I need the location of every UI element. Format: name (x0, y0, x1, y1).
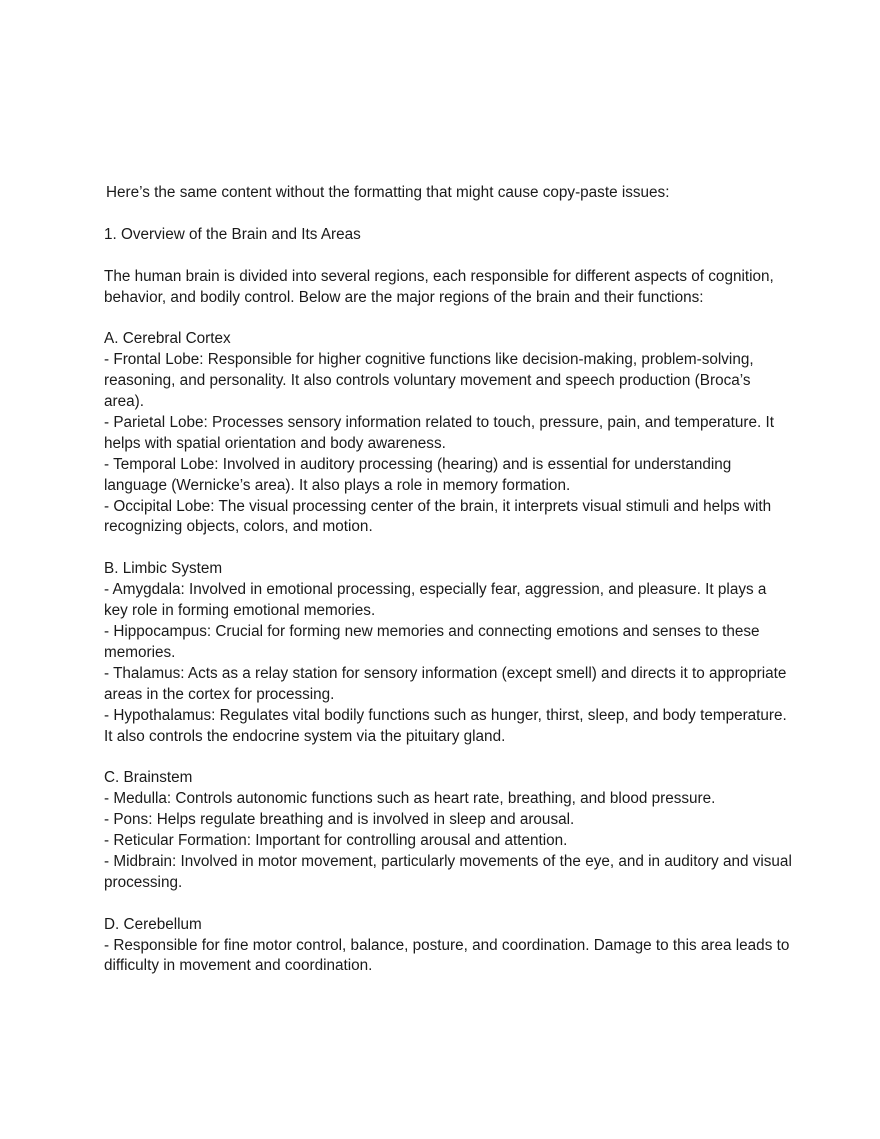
list-item: - Midbrain: Involved in motor movement, particularly movements of the eye, and in auditory and visual processing. (104, 852, 792, 891)
list-item: - Parietal Lobe: Processes sensory information related to touch, pressure, pain, and temperature. It helps with spatial orientation and body awareness. (104, 413, 775, 452)
list-item: - Responsible for fine motor control, balance, posture, and coordination. Damage to this area leads to difficulty in movement and coordination. (104, 936, 790, 975)
section-title: D. Cerebellum (104, 915, 202, 933)
list-item: - Hippocampus: Crucial for forming new memories and connecting emotions and senses to these memories. (104, 622, 760, 661)
list-item: - Reticular Formation: Important for controlling arousal and attention. (104, 832, 568, 850)
section-cerebral-cortex (104, 329, 794, 538)
section-title: B. Limbic System (104, 560, 223, 578)
list-item: - Amygdala: Involved in emotional processing, especially fear, aggression, and pleasure. It plays a key role in forming emotional memories. (104, 581, 767, 620)
section-limbic-system (104, 559, 794, 747)
section-title: A. Cerebral Cortex (104, 330, 231, 348)
section-brainstem (104, 768, 794, 893)
section-cerebellum (104, 915, 794, 978)
document-body (104, 183, 794, 998)
section-title: C. Brainstem (104, 769, 193, 787)
list-item: - Temporal Lobe: Involved in auditory processing (hearing) and is essential for understanding language (Wernicke’s area). It also plays a role in memory formation. (104, 455, 732, 494)
intro-note: Here’s the same content without the formatting that might cause copy-paste issues: (106, 184, 670, 201)
list-item: - Hypothalamus: Regulates vital bodily functions such as hunger, thirst, sleep, and body temperature. It also controls the endocrine system via the pituitary gland. (104, 706, 787, 745)
list-item: - Medulla: Controls autonomic functions such as heart rate, breathing, and blood pressure. (104, 790, 716, 808)
list-item: - Occipital Lobe: The visual processing center of the brain, it interprets visual stimuli and helps with recognizing objects, colors, and motion. (104, 497, 772, 536)
section-heading: 1. Overview of the Brain and Its Areas (104, 225, 361, 243)
list-item: - Thalamus: Acts as a relay station for sensory information (except smell) and directs it to appropriate areas in the cortex for processing. (104, 664, 787, 703)
list-item: - Pons: Helps regulate breathing and is involved in sleep and arousal. (104, 811, 575, 829)
list-item: - Frontal Lobe: Responsible for higher cognitive functions like decision-making, problem-solving, reasoning, and personality. It also controls voluntary movement and speech production (Broca’s area). (104, 351, 754, 411)
overview-paragraph: The human brain is divided into several regions, each responsible for different aspects of cognition, behavior, and bodily control. Below are the major regions of the brain and their functions: (104, 267, 774, 306)
